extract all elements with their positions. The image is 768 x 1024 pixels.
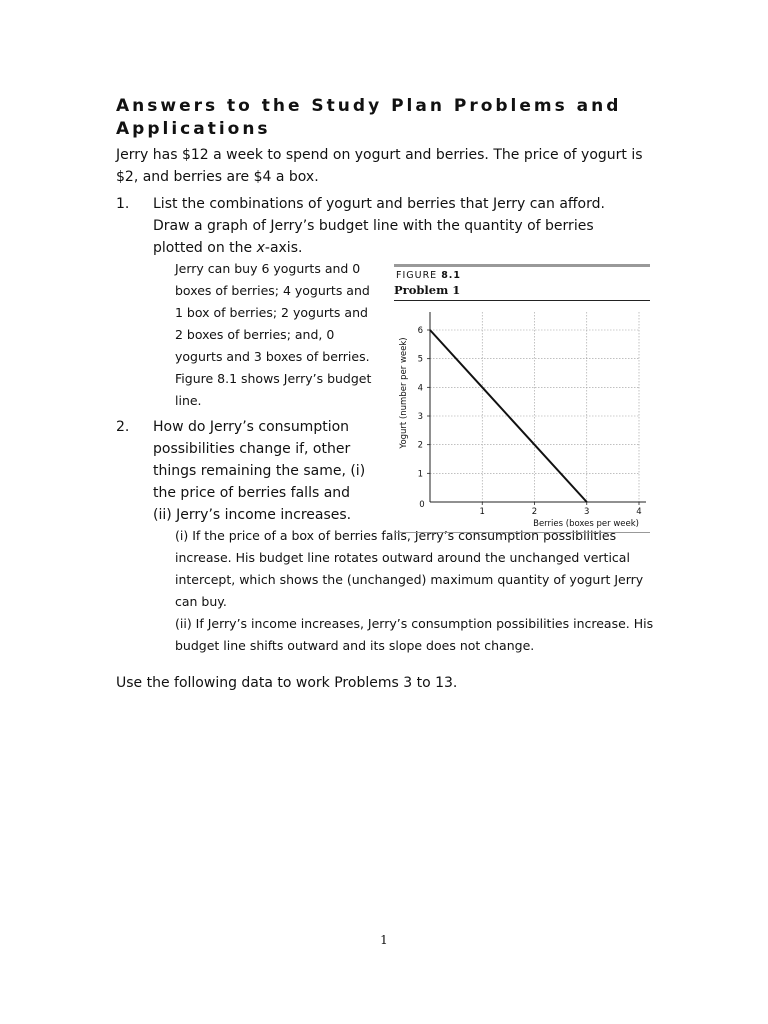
y-tick-label: 6 [417, 326, 423, 336]
intro-paragraph: Jerry has $12 a week to spend on yogurt and berries. The price of yogurt is $2, and berries are $4 a box. [116, 147, 643, 185]
y-tick-label: 5 [417, 354, 423, 365]
y-axis-title: Yogurt (number per week) [399, 337, 409, 449]
x-tick-label: 1 [479, 507, 485, 517]
question-2-number: 2. [116, 419, 130, 435]
y-tick-label: 2 [417, 440, 423, 451]
y-tick-label: 3 [417, 412, 423, 422]
x-tick-label: 4 [636, 507, 642, 517]
outro-paragraph: Use the following data to work Problems 3 to 13. [116, 675, 458, 691]
page-title: Answers to the Study Plan Problems and Applications [116, 96, 622, 139]
budget-line-chart [394, 264, 650, 536]
y-tick-label: 4 [417, 383, 423, 394]
question-2-text: How do Jerry’s consumption possibilities change if, other things remaining the same, (i) the price of berries falls and (ii) Jerry’s income increases. [153, 419, 366, 523]
answer-2-part-i: (i) If the price of a box of berries falls, Jerry’s consumption possibilities increase. His budget line rotates outward around the unchanged vertical intercept, which shows the (unchanged) maximum quantity of yogurt Jerry can buy. [175, 528, 644, 609]
question-1-axis-variable: x [256, 240, 265, 256]
question-1-text [153, 193, 633, 259]
question-1-text-end: -axis. [264, 240, 303, 256]
figure-8-1 [394, 264, 650, 536]
figure-label-number: 8.1 [441, 270, 462, 281]
x-tick-label: 3 [584, 507, 590, 517]
x-tick-label: 0 [419, 500, 425, 510]
answer-2-part-ii: (ii) If Jerry’s income increases, Jerry’s consumption possibilities increase. His budget line shifts outward and its slope does not change. [175, 616, 654, 653]
chart-grid [430, 312, 640, 502]
x-tick-label: 2 [531, 507, 538, 517]
chart-axes [427, 312, 646, 505]
y-tick-label: 1 [417, 469, 423, 480]
answer-2-block [175, 525, 655, 657]
figure-label [396, 270, 461, 281]
figure-problem-label: Problem 1 [394, 283, 461, 297]
page-number: 1 [380, 933, 388, 947]
figure-label-prefix: FIGURE [396, 270, 438, 281]
question-1-number: 1. [116, 196, 130, 212]
x-axis-title: Berries (boxes per week) [533, 519, 639, 529]
answer-1-text: Jerry can buy 6 yogurts and 0 boxes of berries; 4 yogurts and 1 box of berries; 2 yogurts and 2 boxes of berries; and, 0 yogurts and 3 boxes of berries. Figure 8.1 shows Jerry’s budget line. [175, 261, 372, 408]
question-1-text-start: List the combinations of yogurt and berries that Jerry can afford. Draw a graph of Jerry’s budget line with the quantity of berries plotted on the [153, 196, 605, 256]
